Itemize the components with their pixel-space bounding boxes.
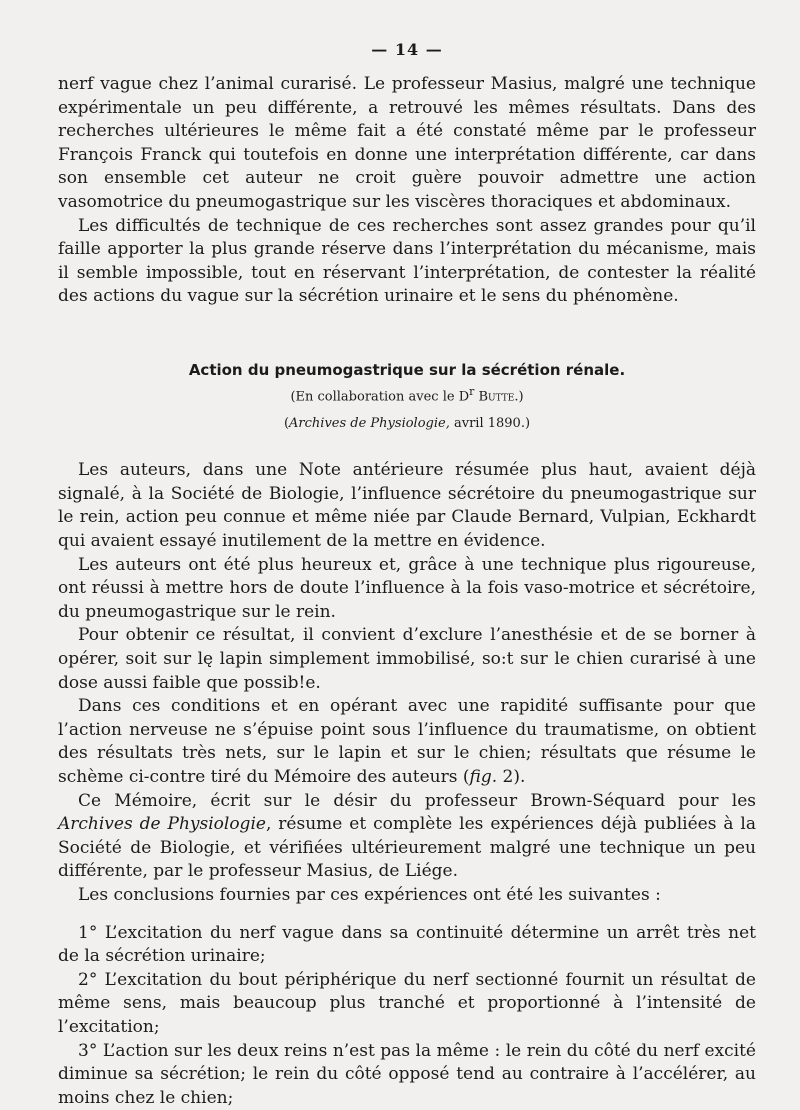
intro-paragraph-2: Les difficultés de technique de ces recherches sont assez grandes pour qu’il faille apporter la plus grande réserve dans l’interprétation du mécanisme, mais il semble impossible, tout en réservant l’interprétation, de contester la réalité des actions du vague sur la sécrétion urinaire et le sens du phénomène. [58,215,756,307]
collaboration-note [58,385,756,404]
body-paragraph-4-end: 2). [497,766,526,787]
source-citation [58,416,756,431]
body-paragraph-1: Les auteurs, dans une Note antérieure résumée plus haut, avaient déjà signalé, à la Société de Biologie, l’influence sécrétoire du pneumogastrique sur le rein, action peu connue et même niée par Claude Bernard, Vulpian, Eckhardt qui avaient essayé inutilement de la mettre en évidence. [58,460,756,552]
section-title: Action du pneumogastrique sur la sécrétion rénale. [188,360,626,379]
collab-prefix: (En collaboration avec le D [290,389,470,405]
collab-suffix: .) [514,389,524,405]
page-number: — 14 — [371,40,443,59]
journal-name: Archives de Physiologie [58,814,266,835]
intro-paragraph-1: nerf vague chez l’animal curarisé. Le professeur Masius, malgré une technique expérimentale un peu différente, a retrouvé les mêmes résultats. Dans des recherches ultérieures le même fait a été constaté même par le professeur François Franck qui toutefois en donne une interprétation différente, car dans son ensemble cet auteur ne croit guère pouvoir admettre une action vasomotrice du pneumogastrique sur les viscères thoraciques et abdominaux. [58,74,756,212]
conclusion-item-1: 1° L’excitation du nerf vague dans sa continuité détermine un arrêt très net de la sécrétion urinaire; [58,922,756,967]
body-paragraph-4-text: Dans ces conditions et en opérant avec une rapidité suffisante pour que l’action nerveuse ne s’épuise point sous l’influence du traumatisme, on obtient des résultats très nets, sur le lapin et sur le chien; résultats que résume le schème ci-contre tiré du Mémoire des auteurs ( [58,696,756,787]
collab-name: Butte [478,389,515,405]
body-paragraph-3: Pour obtenir ce résultat, il convient d’exclure l’anesthésie et de se borner à opérer, soit sur lę lapin simplement immobilisé, so:t sur le chien curarisé à une dose aussi faible que possib!e. [58,625,756,693]
collab-superscript: r [469,384,475,398]
body-paragraph-6: Les conclusions fournies par ces expériences ont été les suivantes : [78,884,661,905]
citation-journal: Archives de Physiologie, [289,416,450,432]
body-paragraph-5-start: Ce Mémoire, écrit sur le désir du professeur Brown-Séquard pour les [78,790,756,811]
citation-date: avril 1890.) [449,416,531,432]
conclusion-item-2: 2° L’excitation du bout périphérique du nerf sectionné fournit un résultat de même sens, mais beaucoup plus tranché et proportionné à l’intensité de l’excitation; [58,969,756,1037]
body-paragraph-2: Les auteurs ont été plus heureux et, grâce à une technique plus rigoureuse, ont réussi à mettre hors de doute l’influence à la fois vaso-motrice et sécrétoire, du pneumogastrique sur le rein. [58,554,756,622]
citation-open: ( [283,416,290,432]
figure-reference: fig. [469,766,498,787]
body-paragraph-4 [58,695,756,789]
body-paragraph-5 [58,790,756,884]
conclusion-item-3: 3° L’action sur les deux reins n’est pas la même : le rein du côté du nerf excité diminue sa sécrétion; le rein du côté opposé tend au contraire à l’accélérer, au moins chez le chien; [58,1040,756,1108]
body-paragraph-5-end: , résume et complète les expériences déjà publiées à la Société de Biologie, et vérifiées ultérieurement malgré une technique un peu différente, par le professeur Masius, de Liége. [58,814,756,882]
